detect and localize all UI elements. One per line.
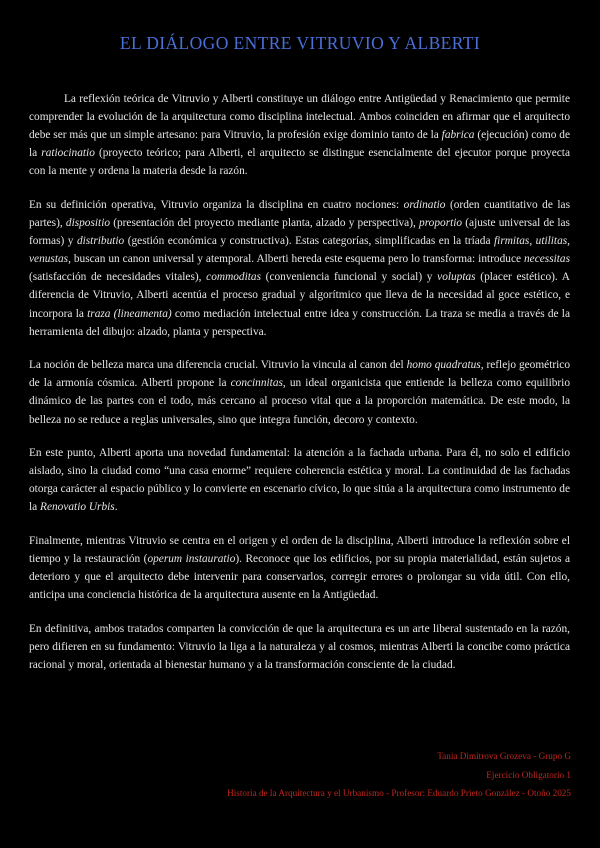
text-run: (presentación del proyecto mediante planta, alzado y perspectiva), — [110, 217, 420, 230]
italic-term: necessitas — [524, 253, 570, 266]
italic-term: Renovatio Urbis — [40, 501, 115, 514]
italic-term: ordinatio — [403, 198, 446, 211]
italic-term: proportio — [419, 217, 463, 230]
text-run: (conveniencia funcional y social) y — [261, 271, 438, 284]
text-run: (ajuste universal de las formas) y — [29, 217, 570, 248]
paragraph — [29, 196, 570, 341]
signature-course: Historia de la Arquitectura y el Urbanismo - Profesor: Eduardo Prieto González - Otoño 2025 — [227, 788, 571, 798]
text-run: La noción de belleza marca una diferencia crucial. Vitruvio la vincula al canon del — [29, 359, 407, 372]
paragraph — [29, 356, 570, 428]
italic-term: concinnitas — [230, 377, 283, 390]
italic-term: fabrica — [441, 129, 475, 142]
document-body — [29, 90, 570, 690]
signature-assignment: Ejercicio Obligatorio 1 — [486, 770, 571, 780]
text-run: . — [114, 501, 118, 514]
text-run: (proyecto teórico; para Alberti, el arquitecto se distingue esencialmente del ejecutor porque proyecta con la mente y ordena la materia desde la razón. — [29, 147, 570, 178]
text-run: (satisfacción de necesidades vitales), — [29, 271, 207, 284]
text-run: , un ideal organicista que entiende la belleza como equilibrio dinámico de las partes con el todo, más cercano al proceso vital que a la proporción matemática. De este modo, la belleza no se reduce a reglas universales, sino que integra función, decoro y contexto. — [29, 377, 570, 426]
text-run: como mediación intelectual entre idea y construcción. La traza se media a través de la herramienta del dibujo: alzado, planta y perspectiva. — [29, 307, 570, 338]
italic-term: distributio — [76, 235, 125, 248]
text-run: (ejecución) como de la — [29, 129, 570, 160]
text-run: En definitiva, ambos tratados comparten la convicción de que la arquitectura es un arte liberal sustentado en la razón, pero difieren en su fundamento: Vitruvio la liga a la naturaleza y al cosmos, mientras Alberti la concibe como práctica racional y moral, orientada al bienestar humano y a la transformación consciente de la ciudad. — [29, 622, 570, 672]
text-run: (gestión económica y constructiva). Estas categorías, simplificadas en la tríada — [124, 235, 495, 248]
text-run: , reflejo geométrico de la armonía cósmica. Alberti propone la — [29, 359, 570, 390]
italic-term: commoditas — [206, 271, 261, 284]
paragraph — [29, 90, 570, 180]
italic-term: ratiocinatio — [41, 147, 95, 160]
text-run: En su definición operativa, Vitruvio organiza la disciplina en cuatro nociones: — [29, 198, 404, 211]
italic-term: operum instauratio — [147, 553, 236, 566]
italic-term: firmitas, utilitas, venustas, — [29, 235, 570, 266]
text-run: ). Reconoce que los edificios, por su propia materialidad, están sujetos a deterioro y que el arquitecto debe intervenir para conservarlos, corregir errores o prolongar su vida útil. Con ello, anticipa una conciencia histórica de la arquitectura ausente en la Antigüedad. — [29, 553, 570, 602]
text-run: (placer estético). A diferencia de Vitruvio, Alberti acentúa el proceso gradual y algorítmico que lleva de la necesidad al goce estético, e incorpora la — [29, 271, 570, 320]
signature-author: Tania Dimitrova Grozeva - Grupo G — [437, 751, 571, 761]
paragraph — [29, 532, 570, 604]
paragraph — [29, 620, 570, 674]
text-run: Finalmente, mientras Vitruvio se centra en el origen y el orden de la disciplina, Alberti introduce la reflexión sobre el tiempo y la restauración ( — [29, 534, 570, 566]
italic-term: traza (lineamenta) — [87, 307, 172, 320]
text-run: buscan un canon universal y atemporal. Alberti hereda este esquema pero lo transforma: introduce — [70, 253, 524, 266]
document-title: EL DIÁLOGO ENTRE VITRUVIO Y ALBERTI — [119, 33, 481, 53]
italic-term: dispositio — [65, 217, 111, 230]
text-run: La reflexión teórica de Vitruvio y Alberti constituye un diálogo entre Antigüedad y Renacimiento que permite comprender la evolución de la arquitectura como disciplina intelectual. Ambos coinciden en afirmar que el arquitecto debe ser más que un simple artesano: para Vitruvio, la profesión exige dominio tanto de la — [29, 93, 570, 142]
paragraph — [29, 444, 570, 516]
italic-term: homo quadratus — [406, 359, 481, 372]
italic-term: voluptas — [437, 271, 476, 284]
text-run: En este punto, Alberti aporta una novedad fundamental: la atención a la fachada urbana. Para él, no solo el edificio aislado, sino la ciudad como “una casa enorme” requiere coherencia estética y moral. La continuidad de las fachadas otorga carácter al espacio público y lo convierte en escenario cívico, lo que sitúa a la arquitectura como instrumento de la — [29, 447, 570, 514]
text-run: (orden cuantitativo de las partes), — [29, 198, 570, 230]
